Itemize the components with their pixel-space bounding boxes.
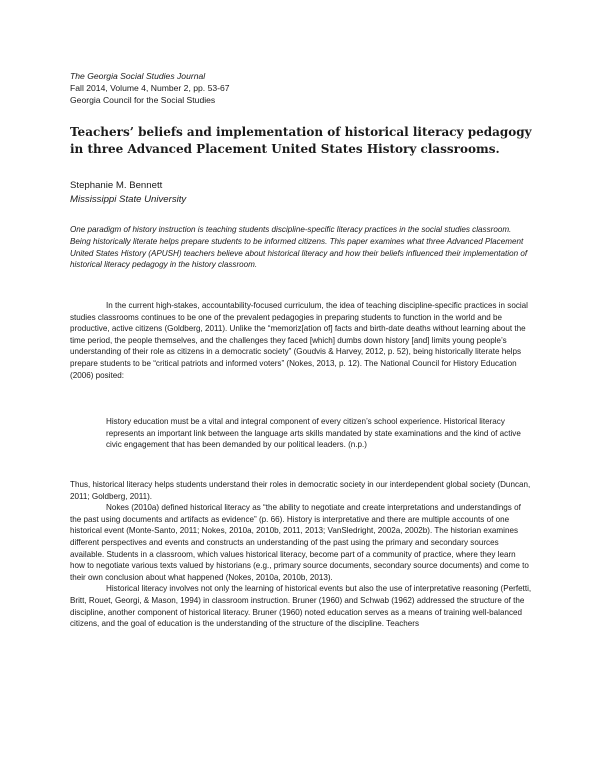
body-paragraph-3: Nokes (2010a) defined historical literacy as “the ability to negotiate and create interpretations and understandings of the past using documents and artifacts as evidence” (p. 66). History is interpretative and there are multiple accounts of one historical event (Monte-Santo, 2011; Nokes, 2010a, 2010b, 2011, 2013; VanSledright, 2002a, 2002b). The historian examines different perspectives and events and constructs an understanding of the past using the primary and secondary sources available. Students in a classroom, which values historical literacy, become part of a community of practice, where they learn how to negotiate various texts valued by historians (e.g., primary source documents, secondary source documents) and come to their own conclusion about what happened (Nokes, 2010a, 2010b, 2013). xyxy=(70,503,529,582)
body-paragraph-1: In the current high-stakes, accountability-focused curriculum, the idea of teaching discipline-specific practices in social studies classrooms continues to be one of the prevalent pedagogies in preparing students to function in the world and be productive, active citizens (Goldberg, 2011). Unlike the “memoriz[ation of] facts and birth-date deaths without learning about the time period, the people themselves, and the challenges they faced [which] dumbs down history [and] limits young people’s understanding of their role as citizens in a democratic society” (Goudvis & Harvey, 2012, p. 52), being historically literate helps prepare students to be “critical patriots and informed voters” (Nokes, 2013, p. 12). The National Council for History Education (2006) posited: xyxy=(70,301,528,380)
author-name: Stephanie M. Bennett xyxy=(70,180,163,191)
author-block xyxy=(70,179,186,207)
block-quote-text: History education must be a vital and integral component of every citizen’s school experience. Historical literacy represents an important link between the language arts skills mandated by state examinations and the kind of active civic engagement that has been demanded by our political leaders. (n.p.) xyxy=(106,417,521,450)
author-institution: Mississippi State University xyxy=(70,194,187,205)
body-section-2 xyxy=(70,479,532,630)
body-paragraph-2: Thus, historical literacy helps students understand their roles in democratic society in our interdependent global society (Duncan, 2011; Goldberg, 2011). xyxy=(70,480,531,501)
journal-publisher: Georgia Council for the Social Studies xyxy=(70,95,216,105)
journal-issue: Fall 2014, Volume 4, Number 2, pp. 53-67 xyxy=(70,83,230,93)
block-quote xyxy=(106,416,526,451)
abstract: One paradigm of history instruction is teaching students discipline-specific literacy practices in the social studies classroom. Being historically literate helps prepare students to be informed citizens. This paper examines what three Advanced Placement United States History (APUSH) teachers believe about historical literacy and how their beliefs influenced their implementation of historical literacy pedagogy in the history classroom. xyxy=(70,225,528,270)
journal-name: The Georgia Social Studies Journal xyxy=(70,71,206,81)
article-title: Teachers’ beliefs and implementation of historical literacy pedagogy in three Advanced Placement United States History classrooms. xyxy=(70,125,532,156)
journal-header xyxy=(70,70,230,106)
body-section-1 xyxy=(70,300,532,381)
body-paragraph-4: Historical literacy involves not only the learning of historical events but also the use of interpretative reasoning (Perfetti, Britt, Rouet, Georgi, & Mason, 1994) in classroom instruction. Bruner (1960) and Schwab (1962) addressed the structure of the discipline, another component of historical literacy. Bruner (1960) noted education serves as a means of training well-balanced citizens, and the goal of education is the understanding of the structure of the discipline. Teachers xyxy=(70,584,532,629)
